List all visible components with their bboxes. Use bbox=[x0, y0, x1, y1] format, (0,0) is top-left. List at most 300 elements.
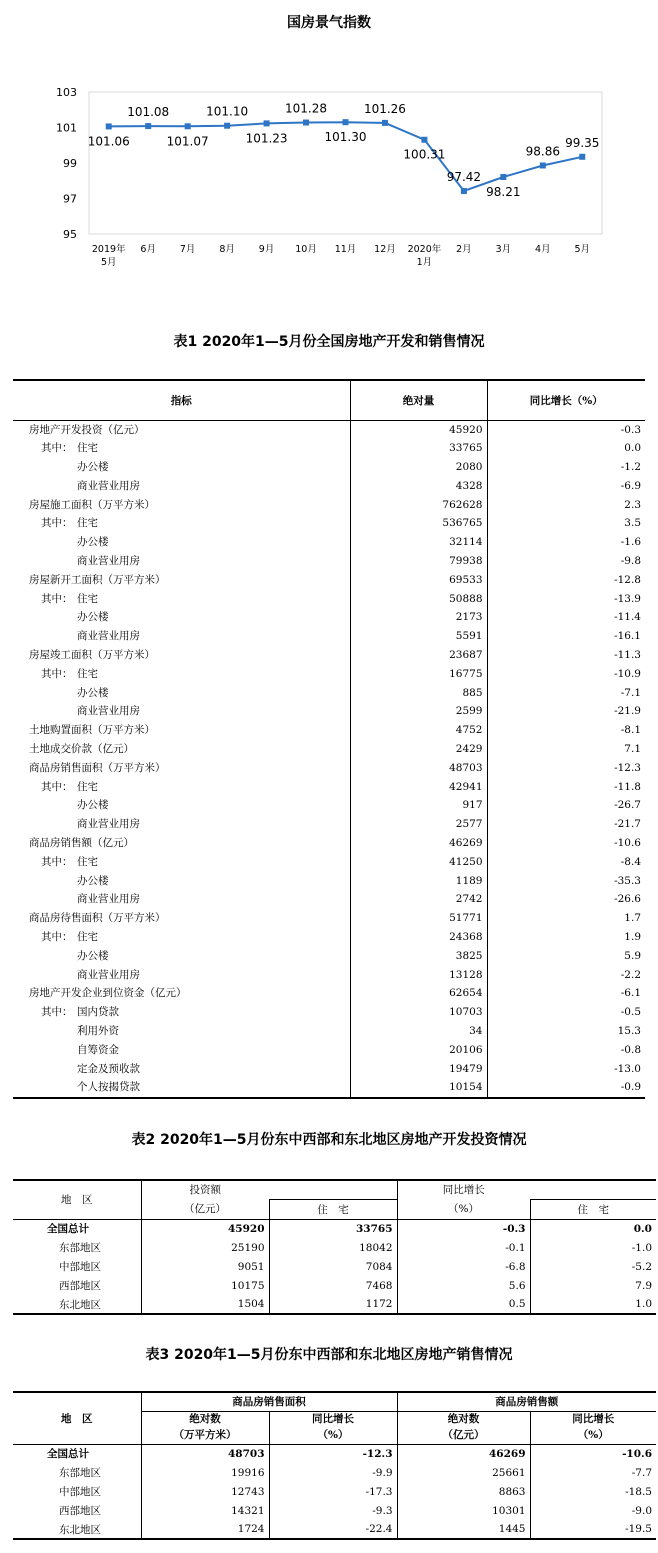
growth-cell: 7.1 bbox=[487, 740, 645, 759]
indicator-cell bbox=[13, 665, 350, 684]
line-chart bbox=[0, 80, 658, 290]
indicator-cell bbox=[13, 458, 350, 477]
value-cell: 51771 bbox=[350, 909, 487, 928]
region-cell: 东部地区 bbox=[13, 1238, 141, 1257]
table3-header-area: 商品房销售面积 bbox=[141, 1392, 397, 1411]
data-point bbox=[579, 154, 585, 160]
invest-cell: 1504 bbox=[237, 1298, 265, 1310]
indicator-cell bbox=[13, 1041, 350, 1060]
indicator-cell bbox=[13, 928, 350, 947]
value-cell: 46269 bbox=[350, 834, 487, 853]
table-row bbox=[13, 928, 645, 947]
value-cell: 69533 bbox=[350, 571, 487, 590]
table-row bbox=[13, 947, 645, 966]
table-row bbox=[13, 1295, 656, 1314]
table-row bbox=[13, 1041, 645, 1060]
value-cell: 20106 bbox=[350, 1041, 487, 1060]
data-label: 99.35 bbox=[565, 135, 600, 150]
value-cell: 2742 bbox=[350, 890, 487, 909]
growth-cell: -12.8 bbox=[487, 571, 645, 590]
data-label: 101.23 bbox=[245, 131, 288, 146]
table-row bbox=[13, 477, 645, 496]
value-cell: 16775 bbox=[350, 665, 487, 684]
housing-cell: 33765 bbox=[269, 1219, 397, 1238]
value-cell: 885 bbox=[350, 684, 487, 703]
x-tick-label: 5月 bbox=[574, 244, 591, 255]
value-cell: 2599 bbox=[350, 702, 487, 721]
growth-cell: 2.3 bbox=[487, 496, 645, 515]
row-label: 商业营业用房 bbox=[77, 555, 140, 568]
table3-header-sales-pct: （%） bbox=[530, 1427, 656, 1444]
data-point bbox=[224, 123, 230, 129]
row-label: 个人按揭贷款 bbox=[77, 1081, 140, 1094]
area-cell: 14321 bbox=[231, 1504, 265, 1517]
indicator-cell bbox=[13, 420, 350, 439]
data-label: 98.21 bbox=[486, 185, 521, 200]
row-label: 商品房待售面积（万平方米） bbox=[29, 912, 166, 925]
table-row bbox=[13, 853, 645, 872]
table2 bbox=[13, 1179, 656, 1315]
table3-header-area-growth: 同比增长 bbox=[269, 1411, 397, 1427]
row-prefix: 其中： bbox=[41, 780, 73, 793]
sales-cell: 1445 bbox=[397, 1520, 530, 1539]
sales-growth-cell: -9.0 bbox=[530, 1501, 656, 1520]
row-label: 房地产开发投资（亿元） bbox=[29, 423, 145, 436]
table-row bbox=[13, 514, 645, 533]
sales-growth-cell: -7.7 bbox=[530, 1463, 656, 1482]
table-row bbox=[13, 966, 645, 985]
area-cell: 48703 bbox=[227, 1447, 265, 1460]
growth-cell: 0.0 bbox=[487, 439, 645, 458]
table-row bbox=[13, 1501, 656, 1520]
growth-cell: -0.1 bbox=[397, 1238, 530, 1257]
table-row bbox=[13, 1003, 645, 1022]
table-row bbox=[13, 890, 645, 909]
row-prefix: 其中： bbox=[41, 1006, 73, 1019]
data-point bbox=[461, 188, 467, 194]
table-row bbox=[13, 1078, 645, 1098]
growth-cell: 1.9 bbox=[487, 928, 645, 947]
value-cell: 23687 bbox=[350, 646, 487, 665]
row-label: 办公楼 bbox=[77, 874, 109, 887]
data-point bbox=[382, 120, 388, 126]
row-label: 商业营业用房 bbox=[77, 479, 140, 492]
growth-cell: -16.1 bbox=[487, 627, 645, 646]
growth-housing-cell: 7.9 bbox=[530, 1276, 656, 1295]
row-label: 商品房销售面积（万平方米） bbox=[29, 761, 166, 774]
table3-header-region: 地 区 bbox=[13, 1392, 141, 1444]
growth-cell: -13.0 bbox=[487, 1060, 645, 1079]
area-growth-cell: -22.4 bbox=[269, 1520, 397, 1539]
row-label: 商业营业用房 bbox=[77, 968, 140, 981]
table-row bbox=[13, 496, 645, 515]
table-row bbox=[13, 1463, 656, 1482]
y-tick-label: 101 bbox=[56, 121, 77, 135]
value-cell: 917 bbox=[350, 796, 487, 815]
indicator-cell bbox=[13, 815, 350, 834]
area-growth-cell: -9.9 bbox=[269, 1463, 397, 1482]
growth-cell: 5.9 bbox=[487, 947, 645, 966]
table2-header-housing: 住 宅 bbox=[269, 1199, 397, 1219]
data-point bbox=[264, 120, 270, 126]
value-cell: 48703 bbox=[350, 759, 487, 778]
growth-housing-cell: -5.2 bbox=[530, 1257, 656, 1276]
value-cell: 536765 bbox=[350, 514, 487, 533]
row-label: 住宅 bbox=[77, 855, 98, 868]
table-row bbox=[13, 1022, 645, 1041]
indicator-cell bbox=[13, 1003, 350, 1022]
table1 bbox=[13, 379, 645, 1099]
table-row bbox=[13, 608, 645, 627]
table-row bbox=[13, 552, 645, 571]
growth-housing-cell: 0.0 bbox=[530, 1219, 656, 1238]
table-row bbox=[13, 1219, 656, 1238]
row-label: 土地成交价款（亿元） bbox=[29, 743, 134, 756]
row-label: 办公楼 bbox=[77, 949, 109, 962]
table-row bbox=[13, 1444, 656, 1463]
growth-cell: -0.8 bbox=[487, 1041, 645, 1060]
row-label: 办公楼 bbox=[77, 799, 109, 812]
x-tick-label: 2月 bbox=[456, 244, 472, 255]
table3-header-area-abs: 绝对数 bbox=[189, 1413, 221, 1426]
x-tick-label: 12月 bbox=[374, 244, 396, 255]
growth-cell: 3.5 bbox=[487, 514, 645, 533]
value-cell: 50888 bbox=[350, 590, 487, 609]
table2-header-growth-unit: （%） bbox=[448, 1202, 479, 1215]
indicator-cell bbox=[13, 684, 350, 703]
table3 bbox=[13, 1391, 656, 1540]
row-label: 国内贷款 bbox=[77, 1006, 119, 1019]
row-label: 办公楼 bbox=[77, 611, 109, 624]
growth-housing-cell: 1.0 bbox=[530, 1295, 656, 1314]
growth-cell: 15.3 bbox=[487, 1022, 645, 1041]
row-label: 办公楼 bbox=[77, 461, 109, 474]
table-row bbox=[13, 702, 645, 721]
table3-header-sales-abs: 绝对数 bbox=[447, 1413, 480, 1426]
region-cell: 全国总计 bbox=[13, 1219, 141, 1238]
growth-cell: -8.1 bbox=[487, 721, 645, 740]
housing-cell: 7468 bbox=[269, 1276, 397, 1295]
data-label: 97.42 bbox=[446, 170, 482, 185]
row-label: 商业营业用房 bbox=[77, 630, 140, 643]
sales-growth-cell: -19.5 bbox=[530, 1520, 656, 1539]
table-row bbox=[13, 984, 645, 1003]
invest-cell: 10175 bbox=[231, 1279, 265, 1292]
value-cell: 79938 bbox=[350, 552, 487, 571]
growth-cell: -6.8 bbox=[397, 1257, 530, 1276]
table-row bbox=[13, 740, 645, 759]
invest-cell: 45920 bbox=[227, 1222, 265, 1235]
row-label: 房屋竣工面积（万平方米） bbox=[29, 649, 155, 662]
value-cell: 2080 bbox=[350, 458, 487, 477]
indicator-cell bbox=[13, 947, 350, 966]
indicator-cell bbox=[13, 608, 350, 627]
table1-header-value: 绝对量 bbox=[350, 380, 487, 420]
value-cell: 34 bbox=[350, 1022, 487, 1041]
housing-cell: 18042 bbox=[269, 1238, 397, 1257]
row-label: 住宅 bbox=[77, 667, 98, 680]
indicator-cell bbox=[13, 477, 350, 496]
value-cell: 2173 bbox=[350, 608, 487, 627]
table-row bbox=[13, 646, 645, 665]
value-cell: 19479 bbox=[350, 1060, 487, 1079]
row-label: 办公楼 bbox=[77, 536, 109, 549]
table-row bbox=[13, 1238, 656, 1257]
indicator-cell bbox=[13, 590, 350, 609]
value-cell: 62654 bbox=[350, 984, 487, 1003]
row-label: 商业营业用房 bbox=[77, 893, 140, 906]
indicator-cell bbox=[13, 984, 350, 1003]
growth-cell: -1.2 bbox=[487, 458, 645, 477]
growth-cell: 0.5 bbox=[397, 1295, 530, 1314]
growth-cell: -35.3 bbox=[487, 872, 645, 891]
value-cell: 5591 bbox=[350, 627, 487, 646]
x-tick-label: 1月 bbox=[416, 257, 433, 268]
growth-cell: -21.9 bbox=[487, 702, 645, 721]
growth-cell: -6.1 bbox=[487, 984, 645, 1003]
growth-cell: -0.3 bbox=[487, 420, 645, 439]
indicator-cell bbox=[13, 778, 350, 797]
table-row bbox=[13, 665, 645, 684]
value-cell: 4752 bbox=[350, 721, 487, 740]
data-label: 101.10 bbox=[206, 104, 249, 119]
data-point bbox=[500, 174, 506, 180]
indicator-cell bbox=[13, 514, 350, 533]
table1-header-growth: 同比增长（%） bbox=[487, 380, 645, 420]
sales-growth-cell: -10.6 bbox=[530, 1444, 656, 1463]
sales-cell: 10301 bbox=[397, 1501, 530, 1520]
data-point bbox=[185, 123, 191, 129]
table-row bbox=[13, 684, 645, 703]
value-cell: 762628 bbox=[350, 496, 487, 515]
value-cell: 24368 bbox=[350, 928, 487, 947]
table2-header-invest: 投资额 bbox=[189, 1184, 221, 1196]
growth-housing-cell: -1.0 bbox=[530, 1238, 656, 1257]
row-label: 商品房销售额（亿元） bbox=[29, 837, 134, 850]
growth-cell: -8.4 bbox=[487, 853, 645, 872]
growth-cell: 5.6 bbox=[397, 1276, 530, 1295]
growth-cell: -13.9 bbox=[487, 590, 645, 609]
row-label: 利用外资 bbox=[77, 1025, 119, 1037]
indicator-cell bbox=[13, 702, 350, 721]
value-cell: 10703 bbox=[350, 1003, 487, 1022]
y-tick-label: 97 bbox=[63, 192, 77, 206]
data-point bbox=[540, 162, 546, 168]
area-growth-cell: -17.3 bbox=[269, 1482, 397, 1501]
value-cell: 45920 bbox=[350, 420, 487, 439]
row-label: 房地产开发企业到位资金（亿元） bbox=[29, 987, 187, 1000]
row-label: 住宅 bbox=[77, 780, 98, 793]
growth-cell: -11.3 bbox=[487, 646, 645, 665]
growth-cell: -2.2 bbox=[487, 966, 645, 985]
table-row bbox=[13, 627, 645, 646]
row-prefix: 其中： bbox=[41, 517, 73, 530]
value-cell: 41250 bbox=[350, 853, 487, 872]
region-cell: 东北地区 bbox=[13, 1520, 141, 1539]
sales-cell: 25661 bbox=[397, 1463, 530, 1482]
table-row bbox=[13, 834, 645, 853]
x-tick-label: 10月 bbox=[295, 244, 317, 255]
value-cell: 33765 bbox=[350, 439, 487, 458]
data-point bbox=[303, 120, 309, 126]
region-cell: 西部地区 bbox=[13, 1501, 141, 1520]
invest-cell: 25190 bbox=[231, 1241, 265, 1254]
value-cell: 13128 bbox=[350, 966, 487, 985]
table2-header-growth-housing: 住 宅 bbox=[530, 1199, 656, 1219]
indicator-cell bbox=[13, 834, 350, 853]
y-tick-label: 99 bbox=[63, 157, 77, 170]
table3-header-area-unit: （万平方米） bbox=[173, 1429, 237, 1442]
row-label: 房屋施工面积（万平方米） bbox=[29, 498, 155, 511]
row-label: 住宅 bbox=[77, 592, 98, 605]
indicator-cell bbox=[13, 1078, 350, 1098]
row-label: 办公楼 bbox=[77, 686, 109, 699]
table3-header-sales-unit: （亿元） bbox=[442, 1429, 485, 1442]
area-cell: 19916 bbox=[231, 1466, 265, 1479]
growth-cell: -10.6 bbox=[487, 834, 645, 853]
table1-caption: 表1 2020年1—5月份全国房地产开发和销售情况 bbox=[173, 334, 485, 350]
table-row bbox=[13, 533, 645, 552]
row-label: 住宅 bbox=[77, 931, 98, 944]
indicator-cell bbox=[13, 740, 350, 759]
indicator-cell bbox=[13, 552, 350, 571]
area-cell: 12743 bbox=[231, 1485, 265, 1498]
region-cell: 东部地区 bbox=[13, 1463, 141, 1482]
table-row bbox=[13, 420, 645, 439]
table-row bbox=[13, 571, 645, 590]
table-row bbox=[13, 815, 645, 834]
indicator-cell bbox=[13, 966, 350, 985]
row-prefix: 其中： bbox=[41, 592, 73, 605]
housing-cell: 1172 bbox=[269, 1295, 397, 1314]
table-row bbox=[13, 458, 645, 477]
x-tick-label: 5月 bbox=[100, 257, 117, 268]
growth-cell: -7.1 bbox=[487, 684, 645, 703]
invest-cell: 9051 bbox=[237, 1260, 265, 1273]
growth-cell: -9.8 bbox=[487, 552, 645, 571]
indicator-cell bbox=[13, 1060, 350, 1079]
x-tick-label: 6月 bbox=[140, 244, 156, 255]
growth-cell: -26.7 bbox=[487, 796, 645, 815]
data-label: 101.26 bbox=[363, 101, 406, 116]
value-cell: 42941 bbox=[350, 778, 487, 797]
table-row bbox=[13, 872, 645, 891]
growth-cell: -21.7 bbox=[487, 815, 645, 834]
growth-cell: 1.7 bbox=[487, 909, 645, 928]
table3-header-sales-growth: 同比增长 bbox=[530, 1411, 656, 1427]
growth-cell: -11.8 bbox=[487, 778, 645, 797]
row-label: 住宅 bbox=[77, 517, 98, 530]
data-label: 101.28 bbox=[285, 101, 328, 116]
row-label: 房屋新开工面积（万平方米） bbox=[29, 573, 166, 586]
region-cell: 全国总计 bbox=[13, 1444, 141, 1463]
table-row bbox=[13, 590, 645, 609]
x-tick-label: 9月 bbox=[258, 244, 275, 255]
growth-cell: -0.3 bbox=[397, 1219, 530, 1238]
region-cell: 中部地区 bbox=[13, 1482, 141, 1501]
row-label: 商业营业用房 bbox=[77, 705, 140, 718]
data-point bbox=[421, 137, 427, 143]
x-tick-label: 7月 bbox=[179, 244, 196, 255]
data-label: 101.06 bbox=[87, 134, 130, 149]
row-label: 土地购置面积（万平方米） bbox=[29, 724, 155, 737]
x-tick-label: 8月 bbox=[219, 244, 235, 255]
row-prefix: 其中： bbox=[41, 667, 73, 680]
data-label: 98.86 bbox=[525, 144, 560, 159]
value-cell: 32114 bbox=[350, 533, 487, 552]
row-label: 自筹资金 bbox=[77, 1043, 119, 1056]
value-cell: 10154 bbox=[350, 1078, 487, 1098]
table-row bbox=[13, 439, 645, 458]
indicator-cell bbox=[13, 1022, 350, 1041]
y-tick-label: 103 bbox=[56, 86, 77, 99]
x-tick-label: 11月 bbox=[334, 244, 357, 255]
growth-cell: -6.9 bbox=[487, 477, 645, 496]
sales-cell: 8863 bbox=[397, 1482, 530, 1501]
growth-cell: -1.6 bbox=[487, 533, 645, 552]
growth-cell: -0.5 bbox=[487, 1003, 645, 1022]
indicator-cell bbox=[13, 872, 350, 891]
table-row bbox=[13, 759, 645, 778]
table-row bbox=[13, 909, 645, 928]
table2-header-region: 地 区 bbox=[13, 1180, 141, 1219]
table1-header-indicator: 指标 bbox=[170, 394, 192, 407]
data-label: 100.31 bbox=[403, 147, 446, 162]
area-cell: 1724 bbox=[237, 1523, 265, 1535]
table3-header-sales: 商品房销售额 bbox=[397, 1392, 656, 1411]
table3-header-area-pct: （%） bbox=[269, 1427, 397, 1444]
indicator-cell bbox=[13, 533, 350, 552]
row-prefix: 其中： bbox=[41, 931, 73, 944]
growth-cell: -26.6 bbox=[487, 890, 645, 909]
indicator-cell bbox=[13, 721, 350, 740]
row-prefix: 其中： bbox=[41, 442, 73, 455]
table-row bbox=[13, 721, 645, 740]
row-label: 定金及预收款 bbox=[77, 1062, 140, 1075]
indicator-cell bbox=[13, 759, 350, 778]
growth-cell: -0.9 bbox=[487, 1078, 645, 1098]
region-cell: 西部地区 bbox=[13, 1276, 141, 1295]
table-row bbox=[13, 778, 645, 797]
row-label: 商业营业用房 bbox=[77, 818, 140, 831]
indicator-cell bbox=[13, 571, 350, 590]
area-growth-cell: -9.3 bbox=[269, 1501, 397, 1520]
growth-cell: -12.3 bbox=[487, 759, 645, 778]
indicator-cell bbox=[13, 627, 350, 646]
sales-cell: 46269 bbox=[397, 1444, 530, 1463]
x-tick-label: 4月 bbox=[535, 244, 551, 255]
table-row bbox=[13, 1257, 656, 1276]
indicator-cell bbox=[13, 853, 350, 872]
value-cell: 3825 bbox=[350, 947, 487, 966]
data-label: 101.07 bbox=[166, 134, 209, 149]
table3-caption: 表3 2020年1—5月份东中西部和东北地区房地产销售情况 bbox=[145, 1347, 513, 1363]
indicator-cell bbox=[13, 909, 350, 928]
x-tick-label: 3月 bbox=[495, 244, 512, 255]
table-row bbox=[13, 1060, 645, 1079]
indicator-cell bbox=[13, 439, 350, 458]
chart-title: 国房景气指数 bbox=[287, 15, 371, 31]
row-prefix: 其中： bbox=[41, 855, 73, 868]
indicator-cell bbox=[13, 890, 350, 909]
row-label: 住宅 bbox=[77, 442, 98, 455]
growth-cell: -11.4 bbox=[487, 608, 645, 627]
table2-header-growth: 同比增长 bbox=[442, 1184, 485, 1196]
area-growth-cell: -12.3 bbox=[269, 1444, 397, 1463]
indicator-cell bbox=[13, 496, 350, 515]
region-cell: 东北地区 bbox=[13, 1295, 141, 1314]
data-point bbox=[106, 123, 112, 129]
